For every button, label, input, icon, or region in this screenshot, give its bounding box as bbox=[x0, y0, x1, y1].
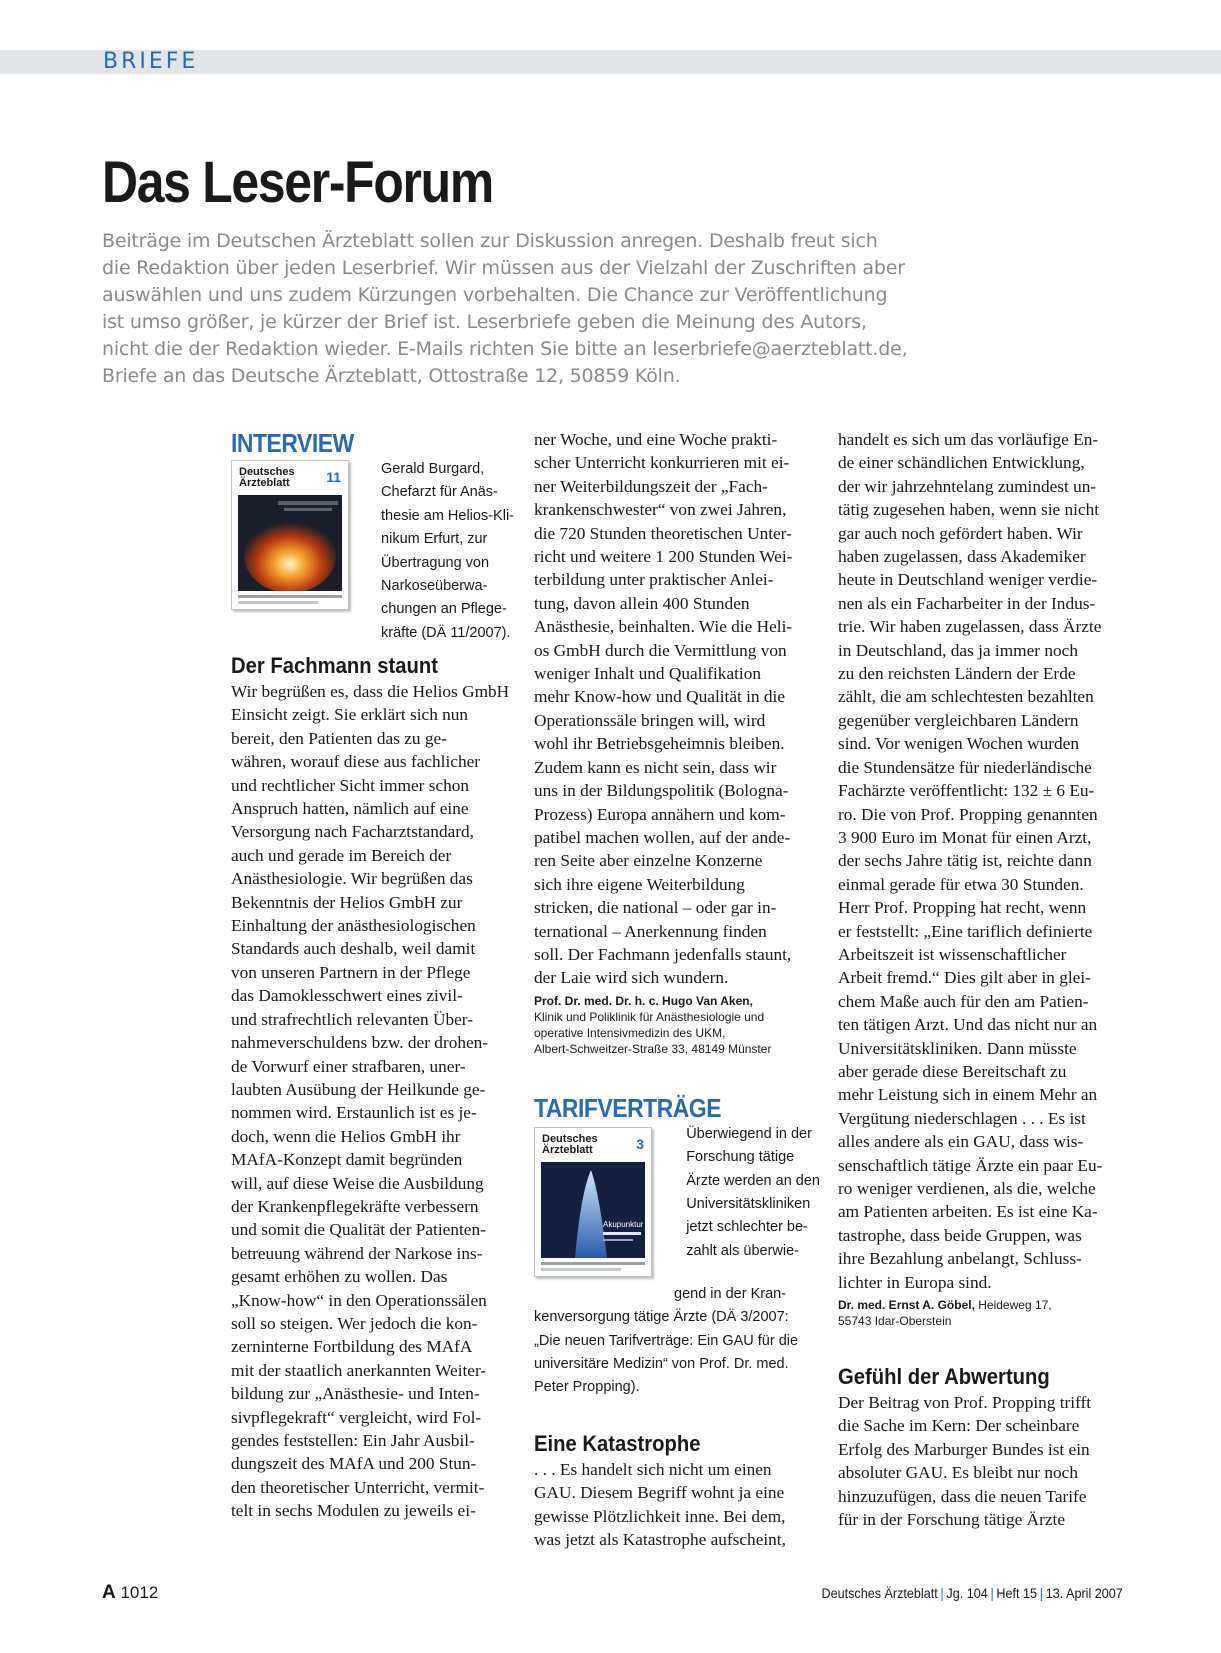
body-line: Wir begrüßen es, dass die Helios GmbH bbox=[231, 682, 510, 701]
body-line: stricken, die national – oder gar in- bbox=[534, 898, 777, 918]
body-line: ternational – Anerkennung finden bbox=[534, 921, 767, 941]
body-line: nen als ein Facharbeiter in der Indus- bbox=[838, 593, 1096, 613]
body-line: Herr Prof. Propping hat recht, wenn bbox=[838, 898, 1087, 918]
page-prefix: A bbox=[102, 1582, 116, 1603]
body-line: de einer schändlichen Entwicklung, bbox=[838, 453, 1085, 473]
body-line: und rechtlicher Sicht immer schon bbox=[231, 775, 470, 795]
body-line: tätig zugesehen haben, wenn sie nicht bbox=[838, 500, 1100, 520]
body-line: ten tätigen Arzt. Und das nicht nur an bbox=[838, 1015, 1098, 1035]
body-line: sich ihre eigene Weiterbildung bbox=[534, 874, 745, 894]
body-line: soll. Der Fachmann jedenfalls staunt, bbox=[534, 944, 792, 964]
topic-label-interview: INTERVIEW bbox=[231, 428, 354, 458]
journal-date: 13. April 2007 bbox=[1045, 1585, 1123, 1601]
body-line: chem Maße auch für den am Patien- bbox=[838, 991, 1089, 1011]
caption-line: Gerald Burgard, bbox=[381, 461, 485, 477]
cover-issue-number: 3 bbox=[636, 1135, 644, 1152]
body-line: richt und weitere 1 200 Stunden Wei- bbox=[534, 547, 793, 567]
body-line: der sechs Jahre tätig ist, reichte dann bbox=[838, 851, 1092, 871]
body-line: Anästhesiologie. Wir begrüßen das bbox=[231, 869, 473, 889]
body-line: scher Unterricht konkurrieren mit ei- bbox=[534, 453, 790, 473]
cover-footer-bar bbox=[238, 595, 342, 598]
body-line: soll so steigen. Wer jedoch die kon- bbox=[231, 1313, 478, 1333]
body-line: weniger Inhalt und Qualifikation bbox=[534, 664, 761, 684]
body-line: nahmeverschuldens bzw. der drohen- bbox=[231, 1033, 489, 1053]
body-line: dungszeit des MAfA und 200 Stun- bbox=[231, 1454, 477, 1474]
letter-body bbox=[231, 680, 514, 1523]
letter-body bbox=[534, 428, 820, 990]
body-line: patibel machen wollen, auf der ande- bbox=[534, 827, 791, 847]
body-line: gewisse Plötzlichkeit inne. Bei dem, bbox=[534, 1506, 786, 1526]
body-line: nommen wird. Erstaunlich ist es je- bbox=[231, 1103, 477, 1123]
teaser-interview bbox=[231, 458, 514, 648]
body-line: für in der Forschung tätige Ärzte bbox=[838, 1510, 1065, 1530]
body-line: bereit, den Patienten das zu ge- bbox=[231, 728, 447, 748]
cover-word: Akupunktur bbox=[603, 1219, 644, 1229]
body-line: doch, wenn die Helios GmbH ihr bbox=[231, 1126, 461, 1146]
body-line: Fachärzte veröffentlicht: 132 ± 6 Eu- bbox=[838, 781, 1095, 801]
body-line: terbildung unter praktischer Anlei- bbox=[534, 570, 774, 590]
body-line: bildung zur „Anästhesie- und Inten- bbox=[231, 1384, 480, 1404]
body-line: Einsicht zeigt. Sie erklärt sich nun bbox=[231, 705, 469, 725]
body-line: gendes feststellen: Ein Jahr Ausbil- bbox=[231, 1431, 475, 1450]
body-line: ihre Bezahlung anbelangt, Schluss- bbox=[838, 1249, 1082, 1269]
body-line: währen, worauf diese aus fachlicher bbox=[231, 752, 481, 772]
caption-line: Narkoseüberwa- bbox=[381, 578, 488, 595]
body-line: tastrophe, dass beide Gruppen, was bbox=[838, 1225, 1082, 1245]
body-line: der wir jahrzehntelang zumindest un- bbox=[838, 476, 1097, 496]
caption-line: „Die neuen Tarifverträge: Ein GAU für die bbox=[534, 1332, 799, 1349]
body-line: betreuung während der Narkose ins- bbox=[231, 1243, 483, 1263]
body-line: und strafrechtlich relevanten Über- bbox=[231, 1009, 473, 1029]
cover-footer-bar bbox=[541, 1262, 645, 1265]
body-line: aber gerade diese Bereitschaft zu bbox=[838, 1061, 1067, 1081]
letter-author bbox=[534, 993, 820, 1057]
caption-line: Übertragung von bbox=[381, 554, 490, 571]
author-address-line: Albert-Schweitzer-Straße 33, 48149 Münster bbox=[534, 1041, 772, 1056]
body-line: wohl ihr Betriebsgeheimnis bleiben. bbox=[534, 734, 785, 754]
teaser-caption bbox=[686, 1123, 820, 1263]
body-line: os GmbH durch die Vermittlung von bbox=[534, 640, 787, 660]
caption-line: universitäre Medizin“ von Prof. Dr. med. bbox=[534, 1355, 789, 1372]
body-line: er feststellt: „Eine tariflich definierte bbox=[838, 921, 1093, 941]
body-line: lichter in Europa sind. bbox=[838, 1272, 992, 1292]
body-line: Prozess) Europa annähern und kom- bbox=[534, 804, 786, 824]
intro-line: die Redaktion über jeden Leserbrief. Wir müssen aus der Vielzahl der Zuschriften aber bbox=[102, 257, 905, 279]
body-line: von unseren Partnern in der Pflege bbox=[231, 962, 471, 982]
body-line: tung, davon allein 400 Stunden bbox=[534, 593, 750, 613]
caption-line: kenversorgung tätige Ärzte (DÄ 3/2007: bbox=[534, 1309, 789, 1326]
body-line: zerninterne Fortbildung des MAfA bbox=[231, 1337, 473, 1357]
body-line: einmal gerade für etwa 30 Stunden. bbox=[838, 874, 1084, 894]
letter-author bbox=[838, 1297, 1126, 1329]
author-address-line: Klinik und Poliklinik für Anästhesiologie und bbox=[534, 1009, 765, 1024]
letter-body bbox=[838, 1391, 1126, 1531]
intro-line: auswählen und uns zudem Kürzungen vorbehalten. Die Chance zur Veröffentlichung bbox=[102, 284, 888, 306]
intro-line: Beiträge im Deutschen Ärzteblatt sollen zur Diskussion anregen. Deshalb freut sich bbox=[102, 230, 878, 252]
body-line: mit der staatlich anerkannten Weiter- bbox=[231, 1360, 487, 1380]
column-1 bbox=[231, 428, 514, 1523]
body-line: MAfA-Konzept damit begründen bbox=[231, 1150, 463, 1170]
body-line: ro. Die von Prof. Propping genannten bbox=[838, 804, 1098, 824]
body-line: mehr Know-how und Qualität in die bbox=[534, 687, 786, 707]
body-line: das Damoklesschwert eines zivil- bbox=[231, 986, 463, 1006]
caption-line: Universitätskliniken bbox=[686, 1195, 811, 1212]
cover-footer-bar bbox=[238, 601, 318, 604]
body-line: alles andere als ein GAU, dass wis- bbox=[838, 1132, 1084, 1152]
body-line: am Patienten arbeiten. Es ist eine Ka- bbox=[838, 1202, 1098, 1222]
body-line: der Krankenpflegekräfte verbessern bbox=[231, 1196, 479, 1216]
journal-issue: Heft 15 bbox=[996, 1585, 1038, 1601]
body-line: Bekenntnis der Helios GmbH zur bbox=[231, 892, 463, 912]
caption-line: thesie am Helios-Kli- bbox=[381, 507, 514, 524]
body-line: sind. Vor wenigen Wochen wurden bbox=[838, 734, 1079, 754]
body-line: hinzuzufügen, dass die neuen Tarife bbox=[838, 1486, 1087, 1506]
column-3 bbox=[838, 428, 1126, 1531]
body-line: Anspruch hatten, nämlich auf eine bbox=[231, 799, 469, 819]
journal-name: Deutsches Ärzteblatt bbox=[821, 1585, 938, 1601]
body-line: und somit die Qualität der Patienten- bbox=[231, 1220, 486, 1240]
body-line: trie. Wir haben zugelassen, dass Ärzte bbox=[838, 617, 1102, 637]
body-line: den theoretischer Unterricht, vermit- bbox=[231, 1477, 485, 1497]
caption-line: kräfte (DÄ 11/2007). bbox=[381, 624, 511, 641]
author-address-line: operative Intensivmedizin des UKM, bbox=[534, 1025, 726, 1040]
body-line: Operationssäle bringen will, wird bbox=[534, 710, 766, 730]
body-line: ner Woche, und eine Woche prakti- bbox=[534, 430, 778, 449]
body-line: mehr Leistung sich in einem Mehr an bbox=[838, 1085, 1098, 1105]
teaser-caption-continued bbox=[534, 1283, 820, 1400]
body-line: GAU. Diesem Begriff wohnt ja eine bbox=[534, 1483, 785, 1503]
caption-line: zahlt als überwie- bbox=[686, 1242, 800, 1259]
topic-label-tarifvertraege: TARIFVERTRÄGE bbox=[534, 1092, 722, 1123]
body-line: telt in sechs Modulen zu jeweils ei- bbox=[231, 1501, 476, 1521]
intro-line: ist umso größer, je kürzer der Brief ist. Leserbriefe geben die Meinung des Autors, bbox=[102, 311, 867, 333]
cover-masthead: Deutsches Ärzteblatt bbox=[239, 466, 295, 489]
body-line: laubten Ausübung der Heilkunde ge- bbox=[231, 1079, 486, 1099]
body-line: gegenüber vergleichbaren Ländern bbox=[838, 710, 1079, 730]
letter-heading: Eine Katastrophe bbox=[534, 1430, 701, 1456]
letter-body bbox=[534, 1458, 820, 1552]
body-line: 3 900 Euro im Monat für einen Arzt, bbox=[838, 827, 1092, 847]
body-line: Vergütung niederschlagen . . . Es ist bbox=[838, 1108, 1086, 1128]
cover-image bbox=[541, 1162, 645, 1258]
cover-image bbox=[238, 495, 342, 591]
body-line: uns in der Bildungspolitik (Bologna- bbox=[534, 781, 789, 801]
body-line: zählt, die am schlechtesten bezahlten bbox=[838, 687, 1094, 707]
page-number bbox=[102, 1582, 158, 1604]
body-line: will, auf diese Weise die Ausbildung bbox=[231, 1173, 484, 1193]
caption-line: gend in der Kran- bbox=[674, 1285, 787, 1302]
page-number-value: 1012 bbox=[120, 1583, 159, 1602]
body-line: Der Beitrag von Prof. Propping trifft bbox=[838, 1393, 1092, 1413]
page-title: Das Leser-Forum bbox=[102, 150, 493, 215]
column-2 bbox=[534, 428, 820, 1551]
teaser-caption bbox=[381, 458, 514, 645]
intro-text bbox=[102, 228, 1002, 390]
body-line: sivpflegekraft“ vergleicht, wird Fol- bbox=[231, 1407, 482, 1427]
author-address-line: 55743 Idar-Oberstein bbox=[838, 1314, 952, 1329]
magazine-cover-thumbnail bbox=[231, 460, 349, 610]
body-line: Arbeit fremd.“ Dies gilt aber in glei- bbox=[838, 968, 1091, 988]
body-line: „Know-how“ in den Operationssälen bbox=[231, 1290, 487, 1310]
body-line: ren Seite aber einzelne Konzerne bbox=[534, 851, 763, 871]
body-line: krankenschwester“ von zwei Jahren, bbox=[534, 500, 787, 520]
body-line: ro weniger verdienen, als die, welche bbox=[838, 1179, 1096, 1198]
caption-line: Chefarzt für Anäs- bbox=[381, 484, 498, 501]
body-line: was jetzt als Katastrophe aufscheint, bbox=[534, 1530, 786, 1549]
body-line: auch und gerade im Bereich der bbox=[231, 845, 452, 865]
body-line: Erfolg des Marburger Bundes ist ein bbox=[838, 1439, 1090, 1459]
section-label: BRIEFE bbox=[103, 49, 199, 74]
body-line: in Deutschland, das ja immer noch bbox=[838, 640, 1078, 660]
body-line: Arbeitszeit ist wissenschaftlicher bbox=[838, 944, 1067, 964]
body-line: senschaftlich tätige Ärzte ein paar Eu- bbox=[838, 1155, 1103, 1175]
body-line: Versorgung nach Facharztstandard, bbox=[231, 822, 474, 842]
journal-footer: Deutsches Ärzteblatt | Jg. 104 | Heft 15 | 13. April 2007 bbox=[821, 1585, 1123, 1601]
body-line: Standards auch deshalb, weil damit bbox=[231, 939, 476, 959]
body-line: zu den reichsten Ländern der Erde bbox=[838, 664, 1076, 684]
body-line: gar auch noch gefördert haben. Wir bbox=[838, 523, 1083, 543]
caption-line: chungen an Pflege- bbox=[381, 601, 507, 618]
cover-footer-bar bbox=[541, 1268, 621, 1271]
letter-heading: Der Fachmann staunt bbox=[231, 653, 438, 678]
caption-line: Forschung tätige bbox=[686, 1149, 795, 1166]
intro-line: nicht die der Redaktion wieder. E-Mails richten Sie bitte an leserbriefe@aerzteblatt.de, bbox=[102, 338, 908, 360]
body-line: die Stundensätze für niederländische bbox=[838, 757, 1092, 777]
body-line: de Vorwurf einer strafbaren, uner- bbox=[231, 1056, 466, 1076]
body-line: . . . Es handelt sich nicht um einen bbox=[534, 1459, 772, 1479]
body-line: Einhaltung der anästhesiologischen bbox=[231, 916, 476, 936]
body-line: der Laie wird sich wundern. bbox=[534, 968, 729, 988]
body-line: haben zugelassen, dass Akademiker bbox=[838, 547, 1086, 567]
body-line: handelt es sich um das vorläufige En- bbox=[838, 430, 1099, 449]
intro-line: Briefe an das Deutsche Ärzteblatt, Ottostraße 12, 50859 Köln. bbox=[102, 365, 681, 387]
body-line: absoluter GAU. Es bleibt nur noch bbox=[838, 1463, 1078, 1483]
body-line: gesamt erhöhen zu wollen. Das bbox=[231, 1267, 448, 1287]
body-line: Universitätskliniken. Dann müsste bbox=[838, 1038, 1077, 1058]
cover-masthead: Deutsches Ärzteblatt bbox=[542, 1132, 598, 1156]
body-line: heute in Deutschland weniger verdie- bbox=[838, 570, 1098, 590]
magazine-cover-thumbnail bbox=[534, 1127, 652, 1277]
body-line: die 720 Stunden theoretischen Unter- bbox=[534, 523, 792, 543]
letter-body bbox=[838, 428, 1126, 1294]
author-name: Dr. med. Ernst A. Göbel, Heideweg 17, bbox=[838, 1298, 1052, 1313]
journal-volume: Jg. 104 bbox=[946, 1585, 988, 1601]
cover-issue-number: 11 bbox=[326, 469, 341, 485]
caption-line: nikum Erfurt, zur bbox=[381, 531, 488, 548]
body-line: ner Weiterbildungszeit der „Fach- bbox=[534, 476, 768, 496]
caption-line: Ärzte werden an den bbox=[686, 1172, 820, 1189]
caption-line: Peter Propping). bbox=[534, 1379, 640, 1396]
author-name: Prof. Dr. med. Dr. h. c. Hugo Van Aken, bbox=[534, 993, 753, 1008]
letter-heading: Gefühl der Abwertung bbox=[838, 1364, 1050, 1390]
body-line: die Sache im Kern: Der scheinbare bbox=[838, 1416, 1080, 1436]
body-line: Anästhesie, beinhalten. Wie die Heli- bbox=[534, 617, 793, 637]
body-line: Zudem kann es nicht sein, dass wir bbox=[534, 757, 777, 777]
caption-line: jetzt schlechter be- bbox=[686, 1219, 808, 1236]
caption-line: Überwiegend in der bbox=[686, 1125, 812, 1142]
teaser-tarifvertraege bbox=[534, 1123, 820, 1265]
